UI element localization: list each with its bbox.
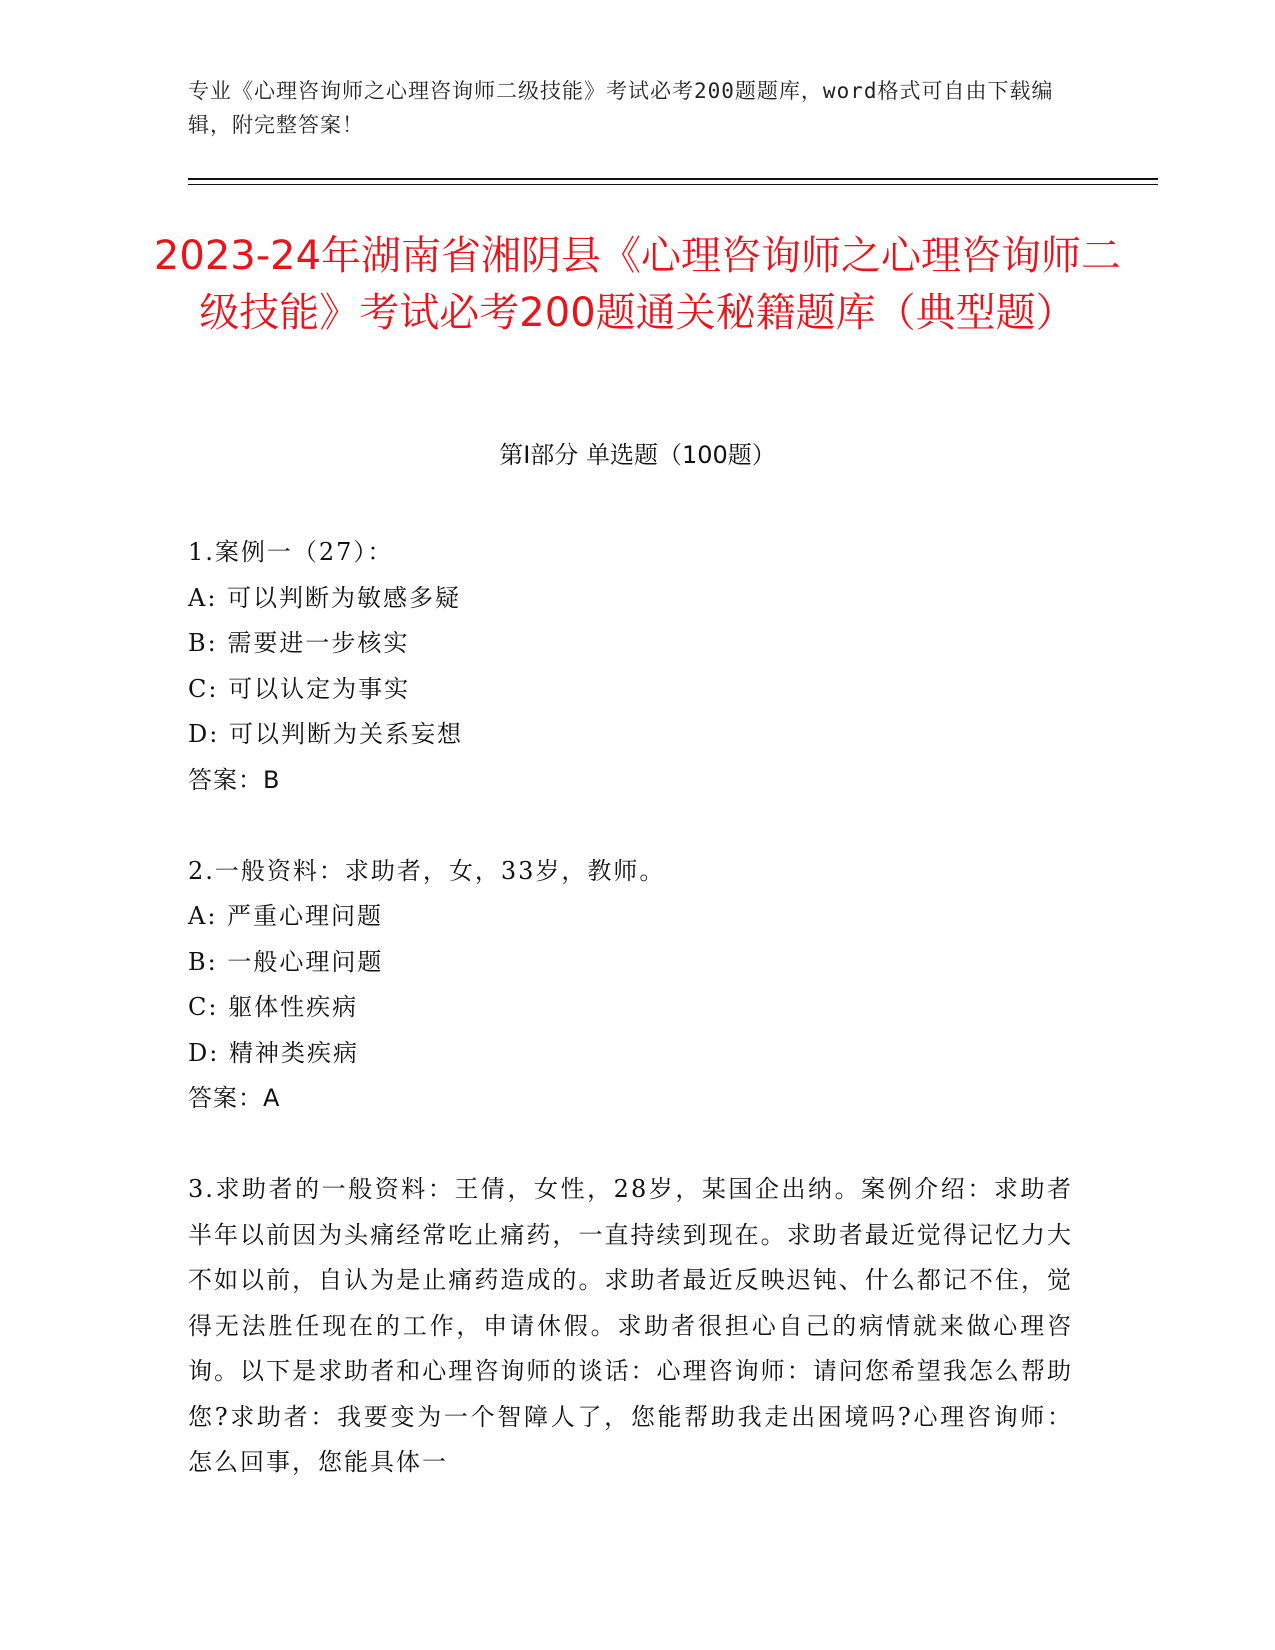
question-stem: 2.一般资料：求助者，女，33岁，教师。 xyxy=(188,856,666,885)
option-b: B: 一般心理问题 xyxy=(188,947,384,976)
section-heading: 第I部分 单选题（100题） xyxy=(499,441,776,469)
question-stem: 1.案例一（27）： xyxy=(188,538,394,566)
option-c: C: 可以认定为事实 xyxy=(188,674,411,703)
answer-text: 答案：B xyxy=(188,765,281,794)
option-b: B: 需要进一步核实 xyxy=(188,629,410,657)
question-3 xyxy=(188,1167,1073,1486)
option-a: A: 可以判断为敏感多疑 xyxy=(188,583,462,612)
question-2 xyxy=(188,849,1073,1122)
question-1 xyxy=(188,530,1073,803)
option-d: D: 精神类疾病 xyxy=(188,1038,359,1067)
option-a: A: 严重心理问题 xyxy=(188,902,384,930)
answer-text: 答案：A xyxy=(188,1084,281,1112)
option-d: D: 可以判断为关系妄想 xyxy=(188,720,463,748)
document-title: 2023-24年湖南省湘阴县《心理咨询师之心理咨询师二级技能》考试必考200题通关秘籍题库（典型题） xyxy=(153,233,1122,336)
option-c: C: 躯体性疾病 xyxy=(188,993,359,1021)
header-rule-thin xyxy=(188,184,1158,185)
header-rule-thick xyxy=(188,178,1158,180)
question-stem: 3.求助者的一般资料：王倩，女性，28岁，某国企出纳。案例介绍：求助者半年以前因为头痛经常吃止痛药，一直持续到现在。求助者最近觉得记忆力大不如以前，自认为是止痛药造成的。求助者最近反映迟钝、什么都记不住，觉得无法胜任现在的工作，申请休假。求助者很担心自己的病情就来做心理咨询。以下是求助者和心理咨询师的谈话：心理咨询师：请问您希望我怎么帮助您?求助者：我要变为一个智障人了，您能帮助我走出困境吗?心理咨询师：怎么回事，您能具体一 xyxy=(188,1175,1073,1476)
question-list xyxy=(188,530,1073,1531)
intro-text: 专业《心理咨询师之心理咨询师二级技能》考试必考200题题库，word格式可自由下载编辑，附完整答案！ xyxy=(188,79,1054,137)
